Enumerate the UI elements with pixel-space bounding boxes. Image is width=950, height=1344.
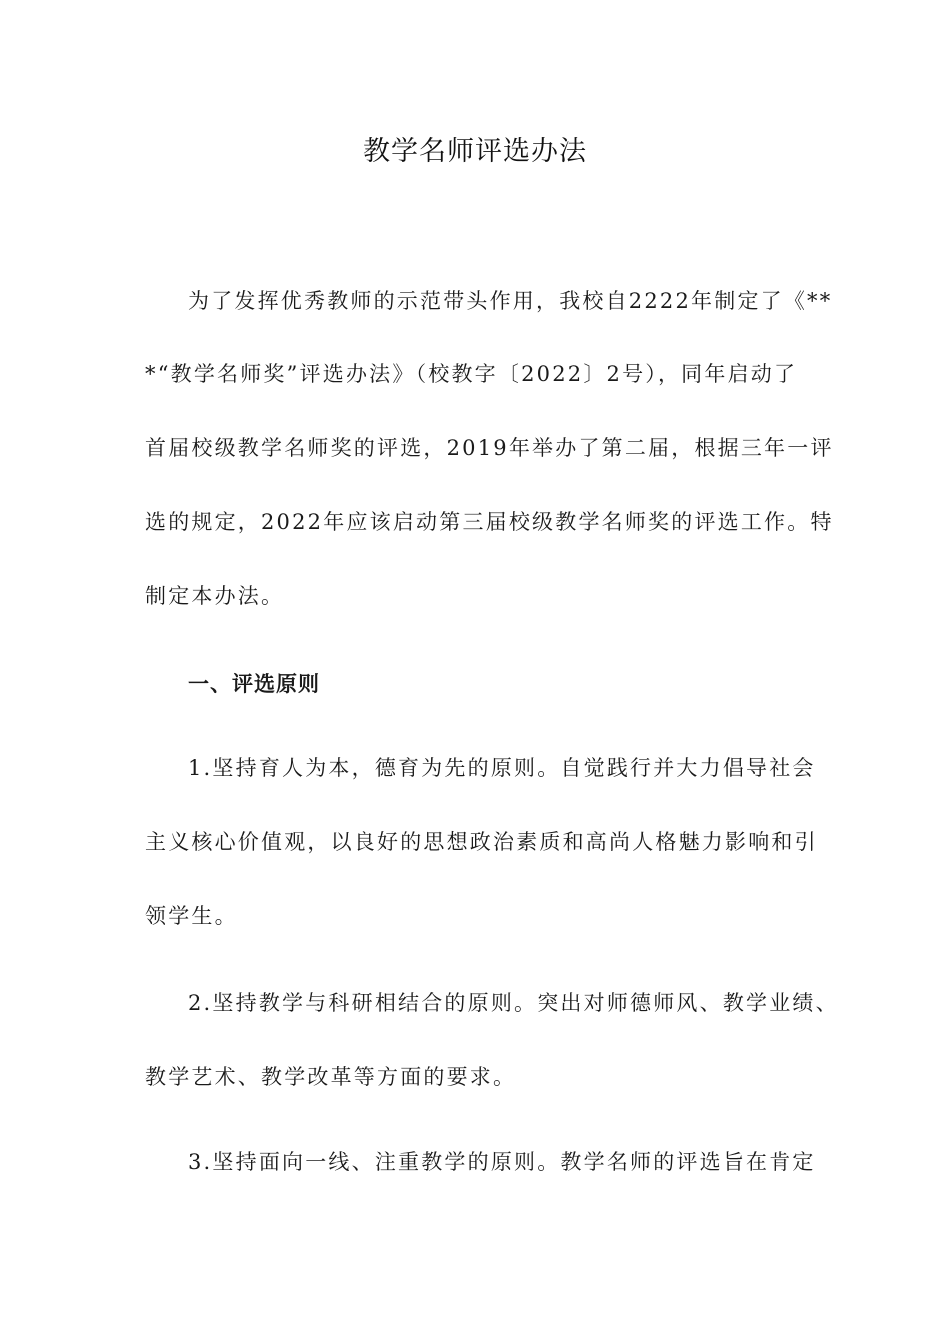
paragraph-intro-line-4: 选的规定，2022年应该启动第三届校级教学名师奖的评选工作。特 bbox=[145, 510, 834, 534]
paragraph-intro-line-3: 首届校级教学名师奖的评选，2019年举办了第二届，根据三年一评 bbox=[145, 436, 834, 460]
principle-1-line-3: 领学生。 bbox=[145, 904, 238, 928]
paragraph-intro-line-5: 制定本办法。 bbox=[145, 584, 285, 608]
paragraph-intro-line-2: *“教学名师奖”评选办法》（校教字〔2022〕2号），同年启动了 bbox=[145, 362, 798, 386]
paragraph-intro-line-1: 为了发挥优秀教师的示范带头作用，我校自2222年制定了《** bbox=[188, 289, 833, 313]
principle-2-line-1: 2.坚持教学与科研相结合的原则。突出对师德师风、教学业绩、 bbox=[188, 991, 839, 1015]
principle-3-line-1: 3.坚持面向一线、注重教学的原则。教学名师的评选旨在肯定 bbox=[188, 1150, 816, 1174]
principle-1-line-2: 主义核心价值观，以良好的思想政治素质和高尚人格魅力影响和引 bbox=[145, 830, 818, 854]
principle-1-line-1: 1.坚持育人为本，德育为先的原则。自觉践行并大力倡导社会 bbox=[188, 756, 816, 780]
section-heading-principles: 一、评选原则 bbox=[188, 672, 320, 696]
document-title: 教学名师评选办法 bbox=[363, 136, 587, 167]
principle-2-line-2: 教学艺术、教学改革等方面的要求。 bbox=[145, 1065, 517, 1089]
